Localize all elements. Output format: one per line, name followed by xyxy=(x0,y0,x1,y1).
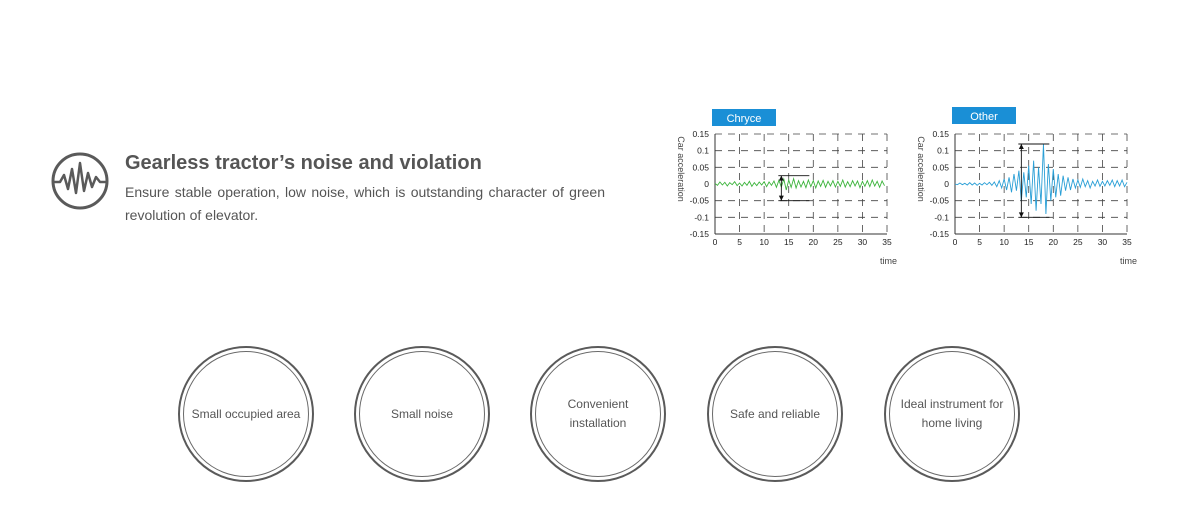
feature-circle-small-noise xyxy=(354,346,490,482)
y-tick-label: 0.05 xyxy=(692,162,709,173)
y-tick-label: 0.1 xyxy=(697,145,709,156)
annotation-arrowhead-top xyxy=(1019,144,1024,149)
chart-other-svg xyxy=(912,106,1142,271)
x-axis-label: time xyxy=(1119,256,1137,266)
feature-label: Safe and reliable xyxy=(729,406,821,421)
series-line xyxy=(715,179,885,190)
feature-label: Convenient installation xyxy=(567,397,629,430)
x-tick-label: 0 xyxy=(952,237,958,247)
x-tick-label: 10 xyxy=(759,237,769,247)
x-tick-label: 0 xyxy=(712,237,718,247)
page-description: Ensure stable operation, low noise, which is outstanding character of green revolution of elevator. xyxy=(125,184,605,223)
y-tick-label: -0.15 xyxy=(689,229,709,239)
annotation-arrowhead-bottom xyxy=(779,196,784,201)
x-tick-label: 30 xyxy=(857,237,868,247)
x-tick-label: 15 xyxy=(783,237,794,247)
x-tick-label: 35 xyxy=(1122,237,1132,247)
x-tick-label: 10 xyxy=(999,237,1009,247)
annotation-arrowhead-top xyxy=(779,176,784,181)
feature-circle-installation xyxy=(530,346,666,482)
annotation-arrowhead-bottom xyxy=(1019,212,1024,217)
feature-circle-safe xyxy=(707,346,843,482)
feature-circle-small-area xyxy=(178,346,314,482)
y-tick-label: 0.15 xyxy=(932,129,949,139)
x-axis-label: time xyxy=(879,256,897,266)
x-tick-label: 20 xyxy=(1048,237,1059,247)
y-tick-label: -0.15 xyxy=(929,229,949,239)
y-axis-label: Car acceleration xyxy=(676,136,686,202)
y-tick-label: 0.1 xyxy=(937,145,949,156)
y-axis-label: Car acceleration xyxy=(916,136,926,202)
chart-title: Other xyxy=(970,111,998,123)
series-line xyxy=(955,144,1127,214)
y-tick-label: 0.15 xyxy=(692,129,709,139)
page-title: Gearless tractor’s noise and violation xyxy=(125,152,482,174)
waveform-icon xyxy=(50,151,110,211)
chart-chryce xyxy=(672,106,902,271)
feature-circle-home-living xyxy=(884,346,1020,482)
y-tick-label: 0 xyxy=(704,179,709,189)
x-tick-label: 25 xyxy=(833,237,843,247)
x-tick-label: 35 xyxy=(882,237,892,247)
chart-chryce-svg xyxy=(672,106,902,271)
x-tick-label: 15 xyxy=(1023,237,1034,247)
y-tick-label: 0.05 xyxy=(932,162,949,173)
x-tick-label: 30 xyxy=(1097,237,1108,247)
y-tick-label: -0.05 xyxy=(929,195,949,206)
feature-label: Small noise xyxy=(390,406,454,421)
chart-other xyxy=(912,106,1142,271)
y-tick-label: -0.05 xyxy=(689,195,709,206)
x-tick-label: 5 xyxy=(977,237,982,247)
feature-label: Ideal instrument for home living xyxy=(900,397,1004,430)
x-tick-label: 20 xyxy=(808,237,819,247)
x-tick-label: 25 xyxy=(1073,237,1083,247)
feature-label: Small occupied area xyxy=(191,406,301,421)
y-tick-label: -0.1 xyxy=(934,212,949,223)
chart-title: Chryce xyxy=(726,113,762,125)
y-tick-label: 0 xyxy=(944,179,949,189)
y-tick-label: -0.1 xyxy=(694,212,709,223)
x-tick-label: 5 xyxy=(737,237,742,247)
